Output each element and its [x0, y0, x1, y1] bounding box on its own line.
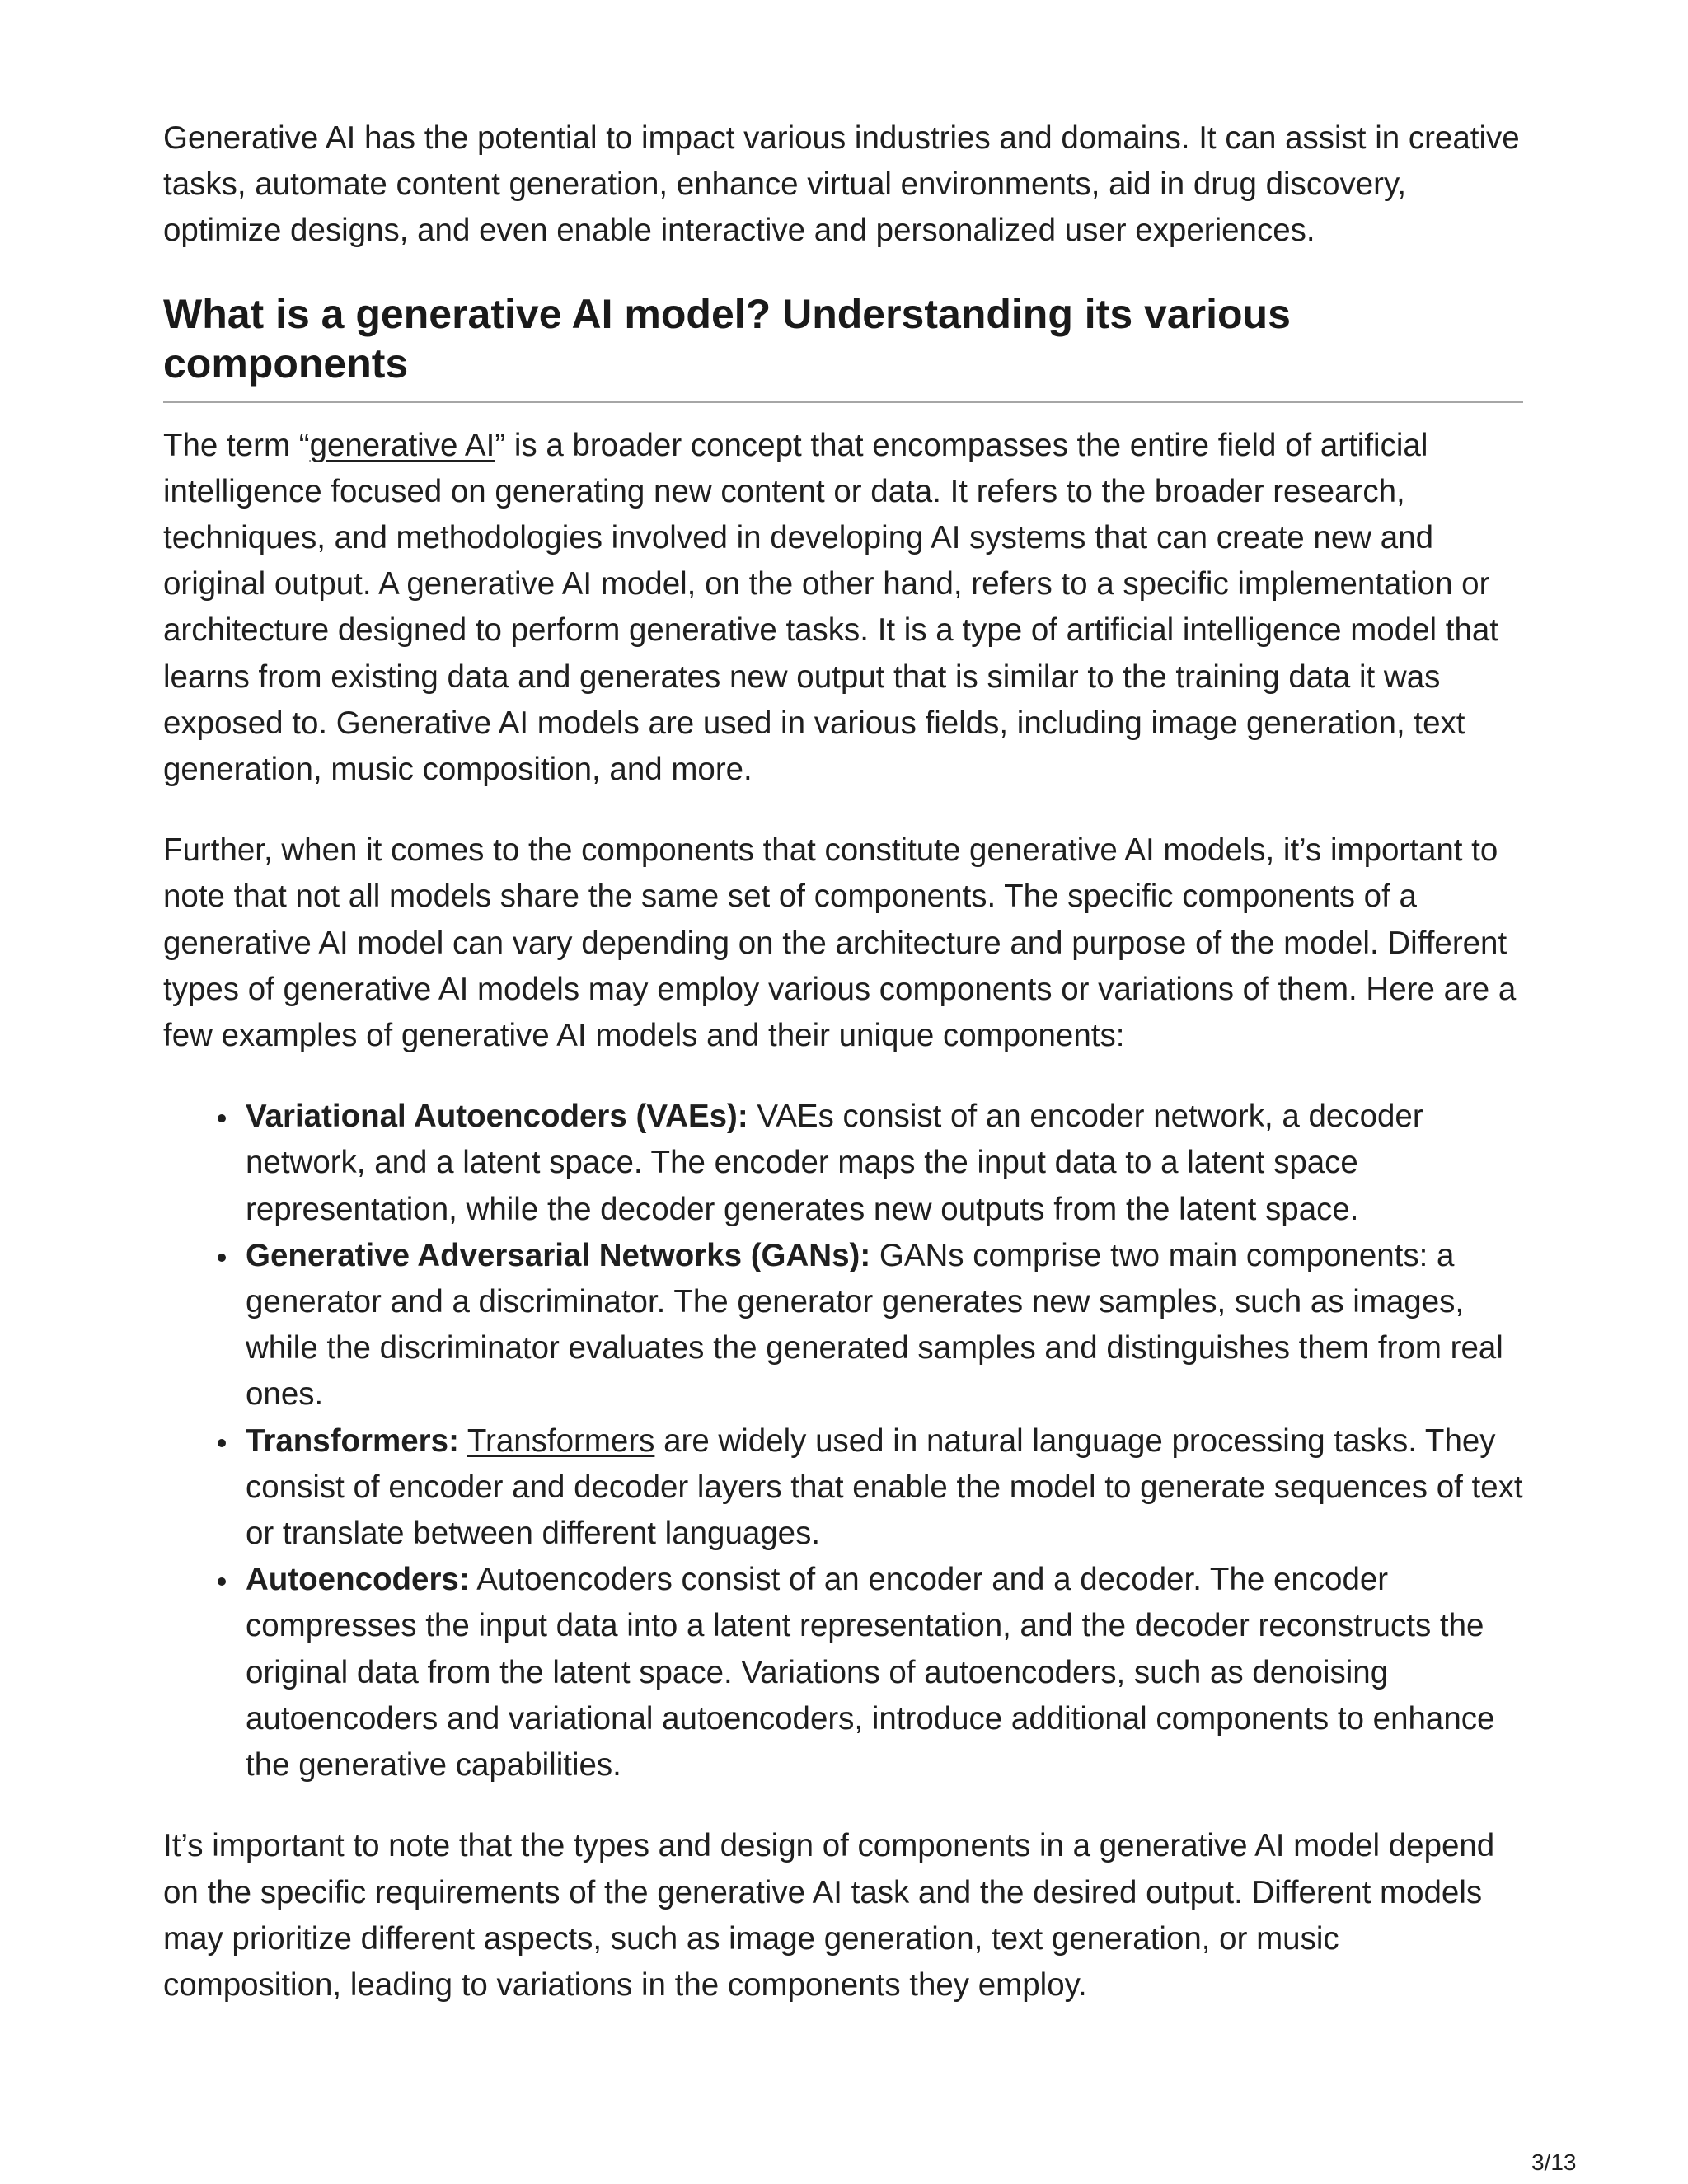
list-item-text: GANs comprise two main components: a generator and a discriminator. The generator generates new samples, such as images, while the discriminator evaluates the generated samples and distinguishes them from real ones.	[246, 1237, 1503, 1413]
list-item-term: Generative Adversarial Networks (GANs):	[246, 1237, 871, 1273]
list-item-gans	[246, 1233, 1523, 1418]
component-list	[163, 1094, 1523, 1788]
list-item-text: VAEs consist of an encoder network, a decoder network, and a latent space. The encoder maps the input data to a latent space representation, while the decoder generates new outputs from the latent space.	[246, 1099, 1423, 1227]
closing-paragraph: It’s important to note that the types and design of components in a generative AI model depend on the specific requirements of the generative AI task and the desired output. Different models may prioritize different aspects, such as image generation, text generation, or music composition, leading to variations in the components they employ.	[163, 1828, 1495, 2003]
list-item-autoencoders	[246, 1557, 1523, 1788]
list-item-vaes	[246, 1094, 1523, 1233]
list-item-transformers	[246, 1418, 1523, 1558]
section-heading: What is a generative AI model? Understanding its various components	[163, 289, 1523, 403]
definition-text-start: The term “	[163, 427, 310, 463]
document-page	[163, 115, 1523, 2043]
definition-text-rest: ” is a broader concept that encompasses the entire field of artificial intelligence focused on generating new content or data. It refers to the broader research, techniques, and methodologies involved in developing AI systems that can create new and original output. A generative AI model, on the other hand, refers to a specific implementation or architecture designed to perform generative tasks. It is a type of artificial intelligence model that learns from existing data and generates new output that is similar to the training data it was exposed to. Generative AI models are used in various fields, including image generation, text generation, music composition, and more.	[163, 427, 1498, 788]
list-item-text: are widely used in natural language processing tasks. They consist of encoder and decoder layers that enable the model to generate sequences of text or translate between different languages.	[246, 1422, 1523, 1552]
transformers-link[interactable]: Transformers	[467, 1422, 655, 1459]
list-item-term: Transformers:	[246, 1422, 459, 1459]
page-number: 3/13	[1531, 2149, 1577, 2175]
components-intro-paragraph: Further, when it comes to the components that constitute generative AI models, it’s important to note that not all models share the same set of components. The specific components of a generative AI model can vary depending on the architecture and purpose of the model. Different types of generative AI models may employ various components or variations of them. Here are a few examples of generative AI models and their unique components:	[163, 832, 1517, 1054]
list-item-term: Autoencoders:	[246, 1562, 470, 1598]
list-item-text: Autoencoders consist of an encoder and a decoder. The encoder compresses the input data into a latent representation, and the decoder reconstructs the original data from the latent space. Variations of autoencoders, such as denoising autoencoders and variational autoencoders, introduce additional components to enhance the generative capabilities.	[246, 1562, 1495, 1783]
generative-ai-link[interactable]: generative AI	[309, 427, 495, 463]
definition-paragraph	[163, 423, 1523, 794]
intro-paragraph: Generative AI has the potential to impact various industries and domains. It can assist in creative tasks, automate content generation, enhance virtual environments, aid in drug discovery, optimize designs, and even enable interactive and personalized user experiences.	[163, 120, 1520, 249]
list-item-term: Variational Autoencoders (VAEs):	[246, 1099, 748, 1135]
